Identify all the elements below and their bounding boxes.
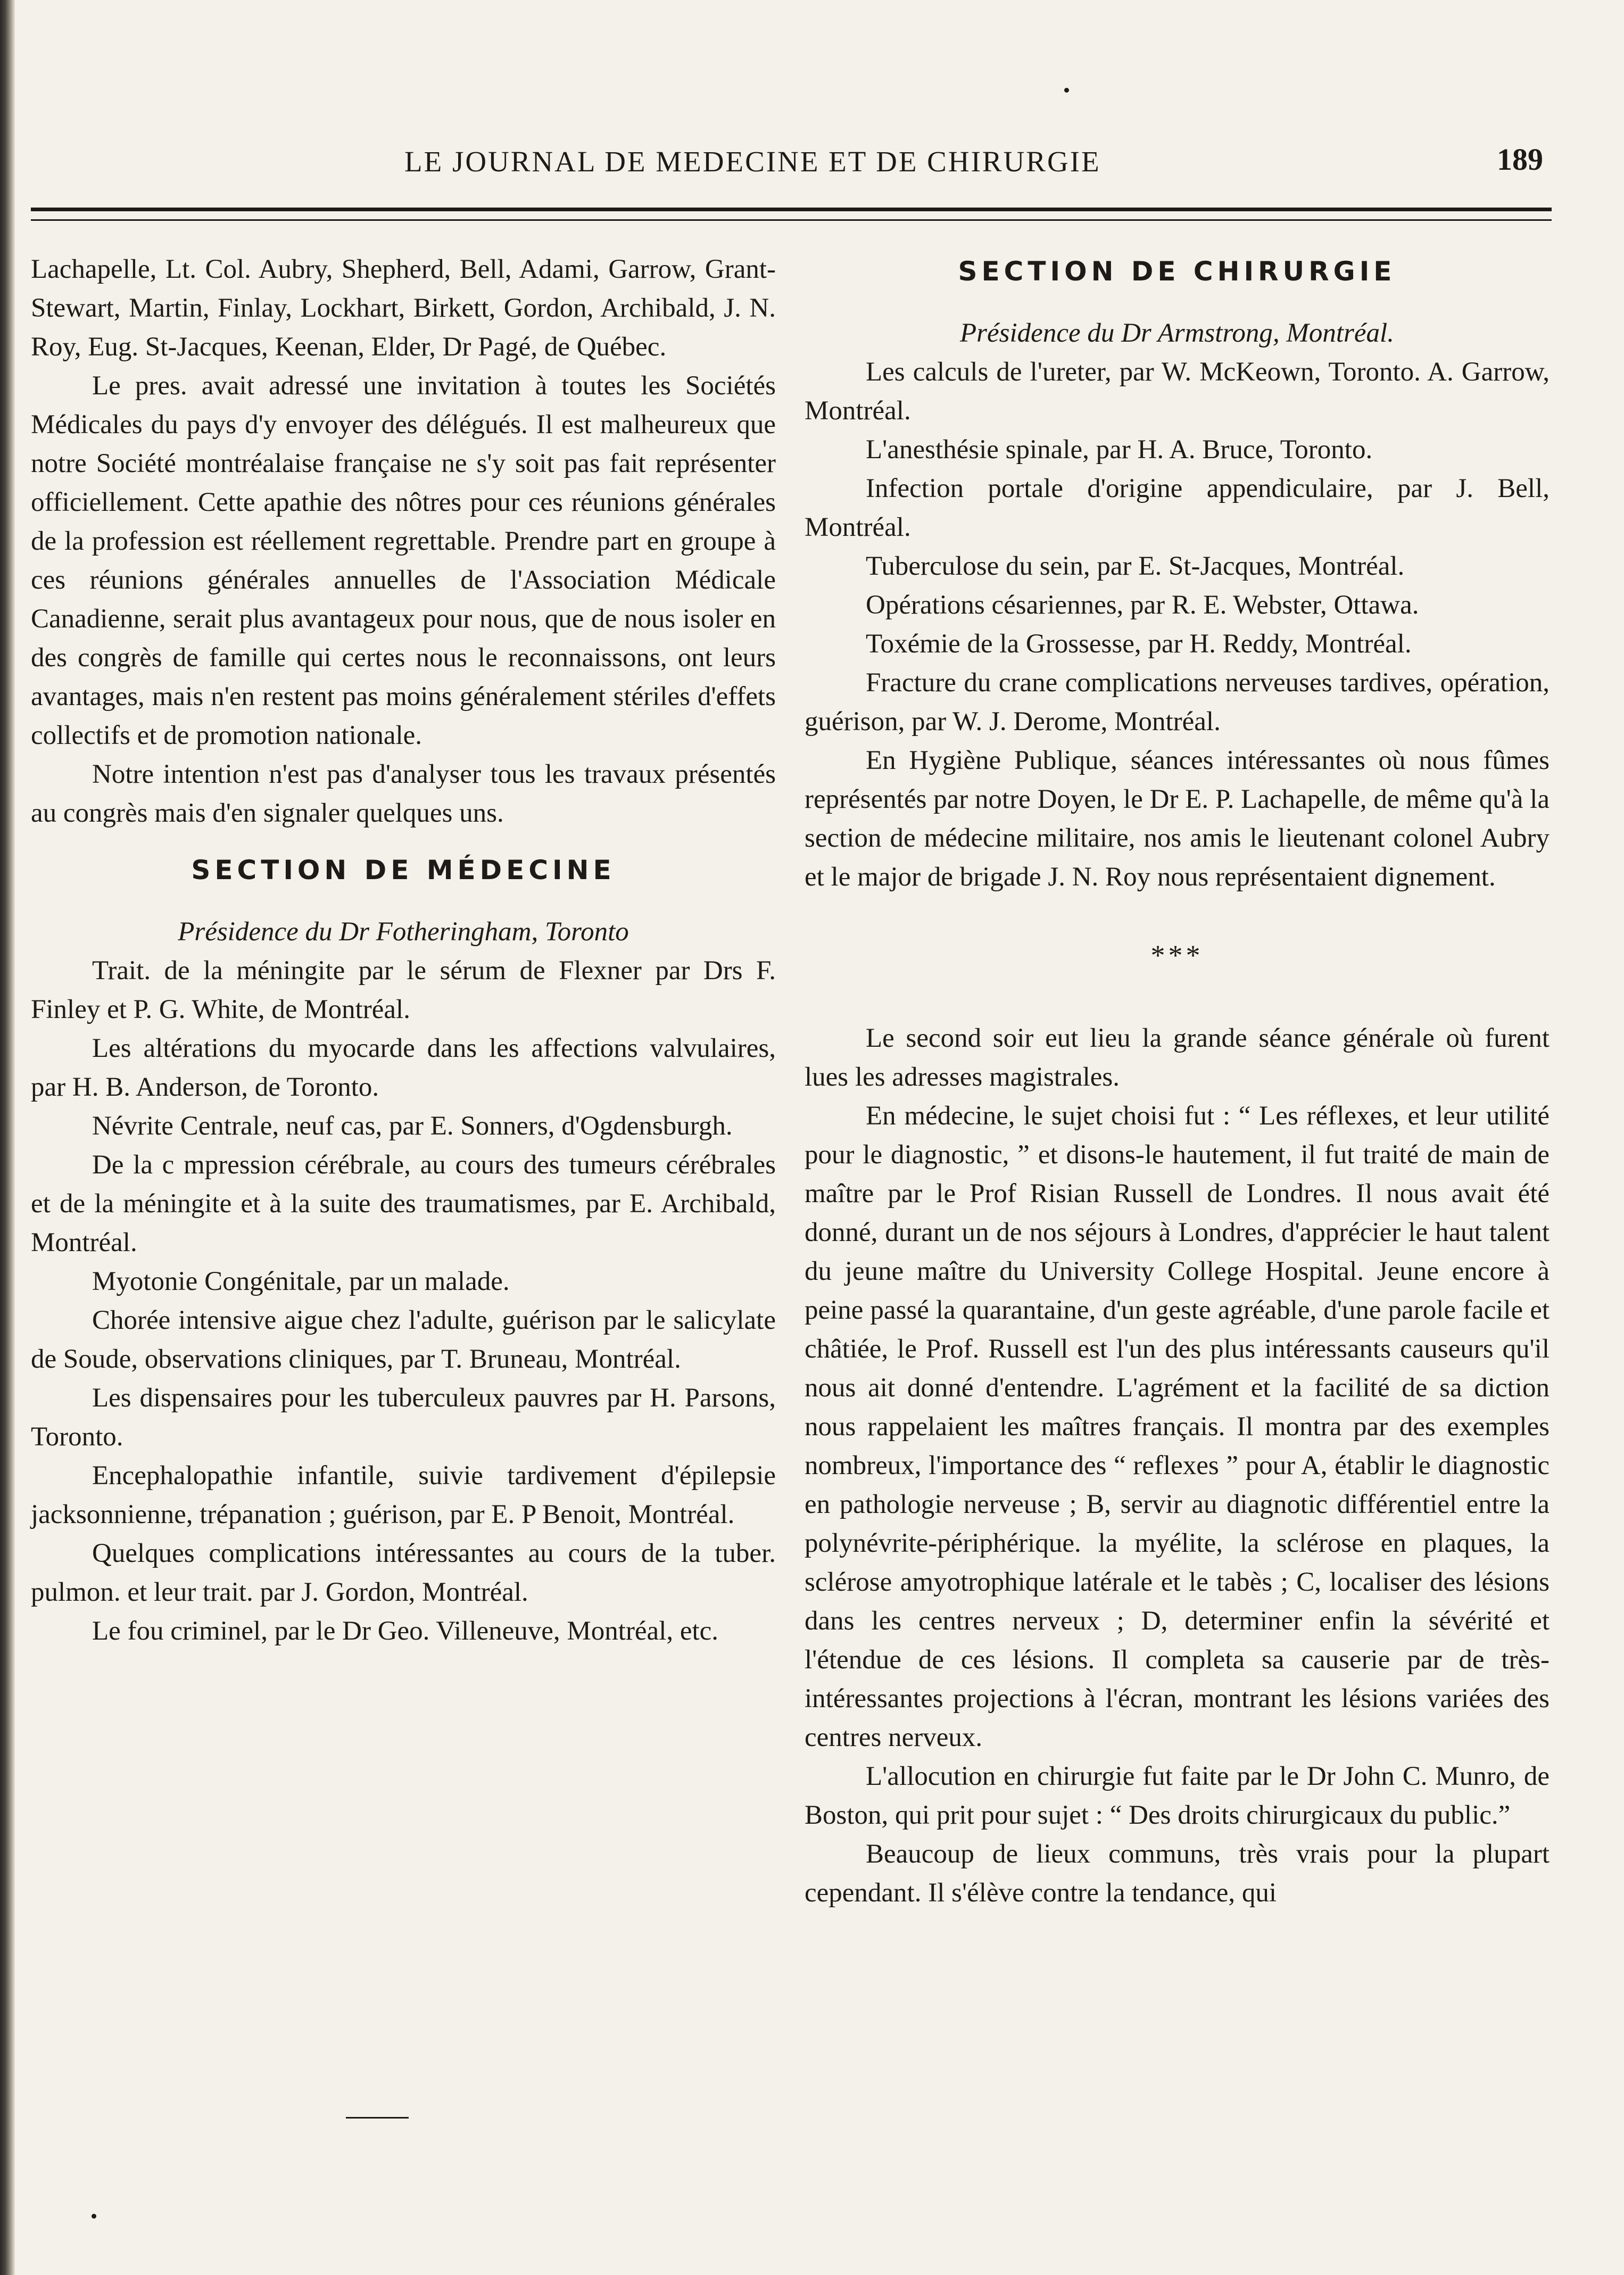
left-column [31, 250, 776, 1651]
list-item: Encephalopathie infantile, suivie tardivement d'épilepsie jacksonnienne, trépanation ; guérison, par E. P Benoit, Montréal. [31, 1461, 776, 1529]
paragraph: Le pres. avait adressé une invitation à toutes les Sociétés Médicales du pays d'y envoyer des délégués. Il est malheureux que notre Société montréalaise française ne s'y soit pas fait représenter officiellement. Cette apathie des nôtres pour ces réunions générales de la profession est réellement regrettable. Prendre part en groupe à ces réunions générales annuelles de l'Association Médicale Canadienne, serait plus avantageux pour nous, que de nous isoler en des congrès de famille qui certes nous le reconnaissons, ont leurs avantages, mais n'en restent pas moins généralement stériles d'effets collectifs et de promotion nationale. [31, 371, 776, 750]
list-item: Opérations césariennes, par R. E. Webster, Ottawa. [866, 590, 1419, 620]
page-binding-edge [0, 0, 15, 2275]
paragraph: Le second soir eut lieu la grande séance générale où furent lues les adresses magistrales. [805, 1023, 1550, 1092]
list-item: Les calculs de l'ureter, par W. McKeown, Toronto. A. Garrow, Montréal. [805, 357, 1550, 426]
list-item: Infection portale d'origine appendiculaire, par J. Bell, Montréal. [805, 474, 1550, 542]
ink-speck [92, 2214, 96, 2219]
page-number: 189 [1497, 142, 1543, 177]
list-item: L'anesthésie spinale, par H. A. Bruce, Toronto. [866, 435, 1373, 465]
list-item: Les altérations du myocarde dans les affections valvulaires, par H. B. Anderson, de Toronto. [31, 1033, 776, 1102]
paragraph: L'allocution en chirurgie fut faite par le Dr John C. Munro, de Boston, qui prit pour sujet : “ Des droits chirurgicaux du public.” [805, 1761, 1550, 1830]
list-item: Myotonie Congénitale, par un malade. [92, 1267, 510, 1296]
paragraph: Notre intention n'est pas d'analyser tous les travaux présentés au congrès mais d'en signaler quelques uns. [31, 759, 776, 828]
header-rule-thick [31, 208, 1552, 211]
ink-speck [1064, 88, 1069, 93]
list-item: En Hygiène Publique, séances intéressantes où nous fûmes représentés par notre Doyen, le Dr E. P. Lachapelle, de même qu'à la section de médecine militaire, nos amis le lieutenant colonel Aubry et le major de brigade J. N. Roy nous représentaient dignement. [805, 746, 1550, 892]
paragraph: Lachapelle, Lt. Col. Aubry, Shepherd, Bell, Adami, Garrow, Grant-Stewart, Martin, Finlay, Lockhart, Birkett, Gordon, Archibald, J. N. Roy, Eug. St-Jacques, Keenan, Elder, Dr Pagé, de Québec. [31, 254, 776, 362]
list-item: Quelques complications intéressantes au cours de la tuber. pulmon. et leur trait. par J. Gordon, Montréal. [31, 1538, 776, 1607]
list-item: Tuberculose du sein, par E. St-Jacques, Montréal. [866, 551, 1405, 581]
page-header [32, 142, 1543, 193]
section-separator: *** [1150, 939, 1204, 971]
list-item: Névrite Centrale, neuf cas, par E. Sonners, d'Ogdensburgh. [92, 1111, 733, 1141]
list-item: Toxémie de la Grossesse, par H. Reddy, Montréal. [866, 629, 1412, 659]
list-item: Le fou criminel, par le Dr Geo. Villeneuve, Montréal, etc. [92, 1616, 719, 1646]
section-chirurgie-title: SECTION DE CHIRURGIE [958, 256, 1396, 287]
column-end-rule [346, 2117, 409, 2119]
paragraph: En médecine, le sujet choisi fut : “ Les réflexes, et leur utilité pour le diagnostic, ” et disons-le hautement, il fut traité de main de maître par le Prof Risian Russell de Londres. Il nous avait été donné, durant un de nos séjours à Londres, d'apprécier le haut talent du jeune maître du University College Hospital. Jeune encore à peine passé la quarantaine, d'un geste agréable, d'une parole facile et châtiée, le Prof. Russell est l'un des plus intéressants causeurs qu'il nous ait donné d'entendre. L'agrément et la facilité de sa diction nous rappelaient les maîtres français. Il montra par des exemples nombreux, l'importance des “ reflexes ” pour A, établir le diagnostic en pathologie nerveuse ; B, servir au diagnotic différentiel entre la polynévrite-périphérique. la myélite, la sclérose en plaques, la sclérose amyotrophique latérale et le tabès ; C, localiser des lésions dans les centres nerveux ; D, determiner enfin la sévérité et l'étendue de ces lésions. Il completa sa causerie par de très-intéressantes projections à l'écran, montrant les lésions variées des centres nerveux. [805, 1101, 1550, 1752]
section-medecine-presidence: Présidence du Dr Fotheringham, Toronto [178, 917, 629, 947]
list-item: De la c mpression cérébrale, au cours des tumeurs cérébrales et de la méningite et à la suite des traumatismes, par E. Archibald, Montréal. [31, 1150, 776, 1258]
right-column [805, 250, 1550, 1913]
section-medecine-title: SECTION DE MÉDECINE [191, 855, 616, 886]
list-item: Trait. de la méningite par le sérum de Flexner par Drs F. Finley et P. G. White, de Montréal. [31, 956, 776, 1024]
header-rule-thin [31, 219, 1552, 221]
running-head: LE JOURNAL DE MEDECINE ET DE CHIRURGIE [404, 145, 1101, 178]
list-item: Les dispensaires pour les tuberculeux pauvres par H. Parsons, Toronto. [31, 1383, 776, 1452]
section-chirurgie-presidence: Présidence du Dr Armstrong, Montréal. [960, 318, 1394, 348]
paragraph: Beaucoup de lieux communs, très vrais pour la plupart cependant. Il s'élève contre la tendance, qui [805, 1839, 1550, 1908]
list-item: Chorée intensive aigue chez l'adulte, guérison par le salicylate de Soude, observations cliniques, par T. Bruneau, Montréal. [31, 1305, 776, 1374]
list-item: Fracture du crane complications nerveuses tardives, opération, guérison, par W. J. Derome, Montréal. [805, 668, 1550, 737]
